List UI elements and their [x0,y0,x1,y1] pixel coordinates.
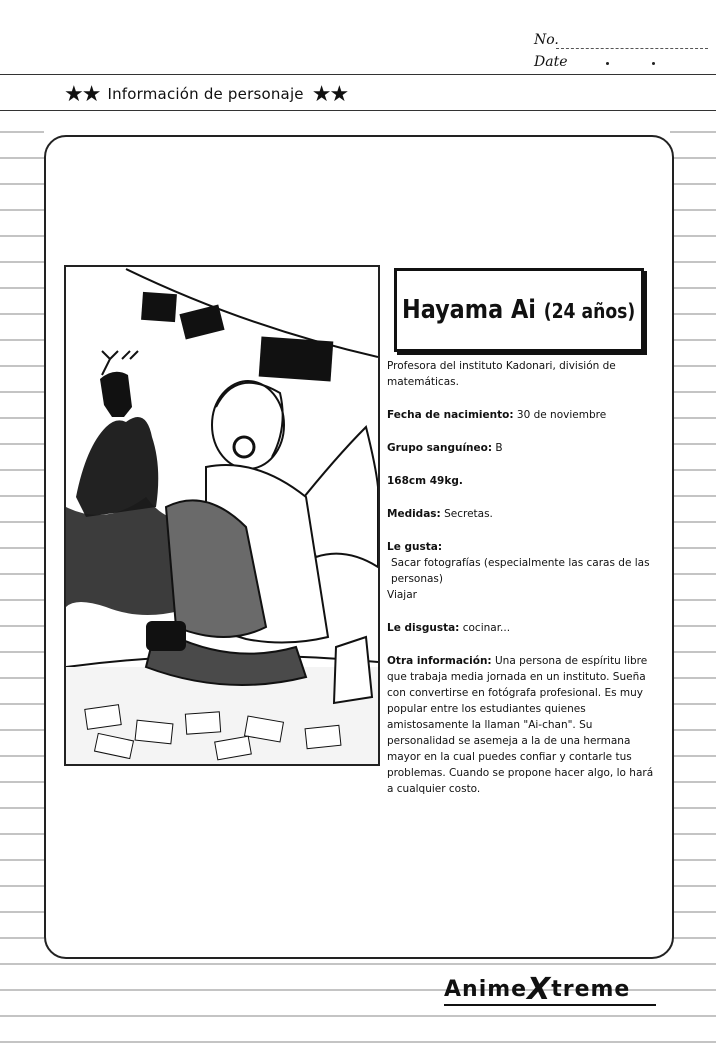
animextreme-logo [444,968,656,1006]
measures-label: Medidas: [387,508,441,520]
character-info [387,358,659,814]
logo-x: X [527,972,552,1007]
dislikes-label: Le disgusta: [387,622,460,634]
blood-label: Grupo sanguíneo: [387,442,493,454]
name-box [394,268,644,352]
likes-section [387,539,659,603]
description: Profesora del instituto Kadonari, división de matemáticas. [387,360,616,388]
other-info-value: Una persona de espíritu libre que trabaja media jornada en un instituto. Sueña con convertirse en fotógrafa profesional. Es muy popular entre los estudiantes quienes amistosamente la llaman "Ai-chan". Su personalidad se asemeja a la de una hermana mayor en la cual puedes confiar y contarle tus problemas. Cuando se propone hacer algo, lo hará a cualquier costo. [387,655,654,795]
character-name-text: Hayama Ai [402,295,537,325]
no-label: No. [534,32,559,48]
page-header [0,0,716,112]
section-heading [64,80,347,108]
likes-item: Sacar fotografías (especialmente las caras de las personas) [391,557,650,585]
star-icon: ★★ [311,81,348,106]
character-age: (24 años) [544,299,636,323]
birthday-row [387,407,659,423]
other-info-row [387,653,659,797]
dislikes-value: cocinar... [459,622,511,634]
date-label: Date [534,54,568,70]
header-rule-top [0,74,716,75]
date-dot [652,62,655,65]
header-rule-bottom [0,110,716,111]
illustration-drawing [66,267,378,764]
character-illustration [64,265,380,766]
birthday-value: 30 de noviembre [513,409,607,421]
other-info-label: Otra información: [387,655,492,667]
blood-value: B [492,442,503,454]
height-weight [387,473,659,489]
date-dot [606,62,609,65]
logo-text-left: Anime [444,977,528,1002]
dislikes-row [387,620,659,636]
likes-item: Viajar [387,589,417,601]
measures-value: Secretas. [440,508,493,520]
birthday-label: Fecha de nacimiento: [387,409,514,421]
logo-text-right: treme [551,977,631,1002]
no-line [556,48,708,49]
section-title: Información de personaje [107,85,304,103]
likes-label: Le gusta: [387,541,443,553]
star-icon: ★★ [64,81,100,106]
blood-row [387,440,659,456]
measures-row [387,506,659,522]
height-weight-value: 168cm 49kg. [387,475,463,487]
character-name [402,295,635,325]
